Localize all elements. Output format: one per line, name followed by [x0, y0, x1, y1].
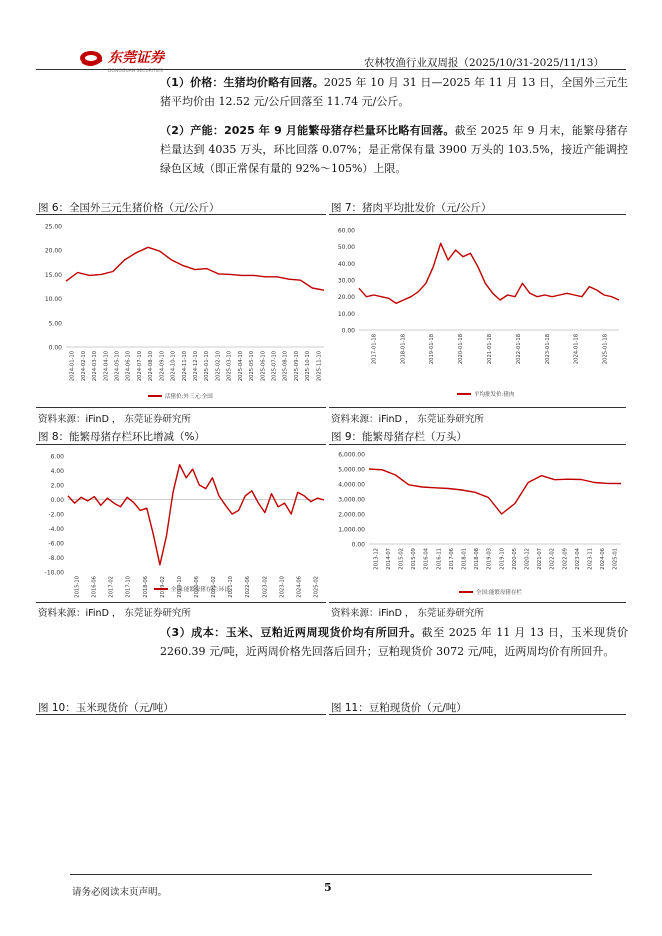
x-tick-label: 2022-09	[562, 548, 569, 570]
x-tick-label: 2023-11	[587, 548, 594, 570]
series-line	[359, 243, 619, 303]
fig9-divider	[329, 444, 626, 445]
y-tick-label: -2.00	[48, 511, 64, 519]
legend-label: 活猪价:外三元:全国	[165, 394, 213, 400]
fig8-source: 资料来源：iFinD ， 东莞证券研究所	[38, 608, 191, 619]
x-tick-label: 2016-04	[423, 548, 430, 570]
y-tick-label: 5.00	[48, 320, 62, 328]
header-divider	[36, 69, 626, 70]
x-tick-label: 2013-12	[373, 548, 380, 570]
x-tick-label: 2024-01-10	[69, 351, 76, 382]
fig6-source: 资料来源：iFinD ， 东莞证券研究所	[38, 414, 191, 425]
footer-disclaimer: 请务必阅读末页声明。	[72, 887, 168, 898]
y-tick-label: 25.00	[44, 223, 62, 231]
x-tick-label: 2023-04	[574, 548, 581, 570]
x-tick-label: 2020-06	[194, 576, 200, 598]
y-tick-label: 30.00	[337, 277, 355, 285]
x-tick-label: 2020-12	[524, 548, 531, 570]
x-tick-label: 2015-02	[398, 548, 405, 570]
fig8-bottom-divider	[36, 602, 326, 603]
x-tick-label: 2025-08-10	[282, 351, 289, 382]
x-tick-label: 2021-01-18	[487, 334, 493, 365]
y-tick-label: 20.00	[44, 247, 62, 255]
fig10-title: 图 10：玉米现货价（元/吨）	[38, 702, 174, 714]
x-tick-label: 2024-07-10	[136, 351, 143, 382]
x-tick-label: 2019-10	[499, 548, 506, 570]
y-tick-label: 0.00	[351, 541, 365, 549]
x-tick-label: 2025-05-10	[249, 351, 256, 382]
x-tick-label: 2024-04-10	[103, 351, 110, 382]
x-tick-label: 2025-02-10	[215, 351, 222, 382]
x-tick-label: 2020-01-18	[458, 334, 465, 365]
x-tick-label: 2021-02	[211, 576, 218, 598]
x-tick-label: 2025-10-10	[305, 351, 312, 382]
series-line	[68, 465, 324, 565]
x-tick-label: 2025-07-10	[271, 351, 278, 382]
y-tick-label: -8.00	[48, 555, 64, 562]
y-tick-label: 40.00	[337, 260, 355, 268]
x-tick-label: 2024-06	[296, 576, 303, 598]
y-tick-label: 3,000.00	[338, 496, 365, 504]
x-tick-label: 2014-07	[385, 548, 392, 570]
x-tick-label: 2021-10	[228, 576, 235, 598]
x-tick-label: 2016-11	[436, 548, 443, 570]
x-tick-label: 2024-11-10	[181, 351, 188, 382]
fig7-divider	[329, 214, 626, 215]
paragraph-price: （1）价格：生猪均价略有回落。2025 年 10 月 31 日—2025 年 11 月 13 日，全国外三元生猪平均价由 12.52 元/公斤回落至 11.74 元/公斤。	[160, 76, 628, 108]
x-tick-label: 2025-04-10	[237, 351, 244, 382]
x-tick-label: 2024-12-10	[193, 351, 199, 382]
x-tick-label: 2025-02	[313, 576, 320, 598]
fig8-divider	[36, 444, 326, 445]
y-tick-label: 0.00	[50, 497, 64, 504]
fig10-divider	[36, 714, 326, 715]
fig7-chart	[329, 216, 626, 406]
fig7-source: 资料来源：iFinD ， 东莞证券研究所	[331, 414, 484, 425]
footer-divider	[70, 874, 592, 875]
x-tick-label: 2015-10	[74, 576, 81, 598]
x-tick-label: 2025-01-18	[602, 334, 609, 365]
x-tick-label: 2018-08	[474, 548, 481, 570]
x-tick-label: 2017-10	[125, 576, 132, 598]
x-tick-label: 2024-05-10	[114, 351, 121, 382]
paragraph-cost: （3）成本：玉米、豆粕近两周现货价均有所回升。截至 2025 年 11 月 13 日，玉米现货价 2260.39 元/吨，近两周价格先回落后回升；豆粕现货价 3072 元/吨，近两周均价有所回升。	[160, 626, 628, 658]
x-tick-label: 2022-06	[245, 576, 252, 598]
x-tick-label: 2022-01-18	[515, 334, 522, 365]
logo-subtext: DONGGUAN SECURITIES	[108, 69, 163, 74]
series-line	[66, 247, 324, 290]
y-tick-label: 10.00	[44, 296, 62, 304]
y-tick-label: 15.00	[44, 271, 62, 279]
y-tick-label: 1,000.00	[338, 526, 365, 534]
x-tick-label: 2019-10	[176, 576, 183, 598]
y-tick-label: -4.00	[48, 526, 64, 533]
y-tick-label: 60.00	[337, 227, 355, 235]
y-tick-label: 50.00	[337, 244, 355, 252]
fig6-title: 图 6：全国外三元生猪价格（元/公斤）	[38, 202, 220, 214]
x-tick-label: 2025-01-10	[204, 351, 211, 382]
fig7-title: 图 7：猪肉平均批发价（元/公斤）	[331, 202, 492, 214]
fig8-chart	[36, 446, 326, 602]
x-tick-label: 2024-02-10	[80, 351, 87, 382]
y-tick-label: 6,000.00	[338, 451, 365, 459]
x-tick-label: 2015-09	[411, 548, 418, 570]
y-tick-label: 0.00	[341, 327, 355, 335]
fig9-bottom-divider	[329, 602, 626, 603]
series-line	[369, 469, 621, 514]
x-tick-label: 2025-06-10	[260, 351, 267, 382]
x-tick-label: 2024-06-10	[125, 351, 132, 382]
legend-label: 平均批发价:猪肉	[474, 392, 515, 398]
x-tick-label: 2016-06	[91, 576, 98, 598]
x-tick-label: 2024-09-10	[159, 351, 166, 382]
fig9-title: 图 9：能繁母猪存栏（万头）	[331, 431, 468, 443]
x-tick-label: 2019-02	[159, 576, 166, 598]
x-tick-label: 2017-02	[108, 576, 115, 598]
paragraph-capacity: （2）产能：2025 年 9 月能繁母猪存栏量环比略有回落。截至 2025 年 9 月末，能繁母猪存栏量达到 4035 万头，环比回落 0.07%；是正常保有量 3900 万头的 103.5%，接近产能调控绿色区域（即正常保有量的 92%～105%）上限。	[160, 124, 628, 175]
y-tick-label: -10.00	[44, 569, 64, 577]
y-tick-label: 20.00	[337, 294, 355, 302]
fig11-title: 图 11：豆粕现货价（元/吨）	[331, 702, 467, 714]
fig9-chart	[329, 446, 626, 602]
page-number: 5	[324, 881, 332, 894]
fig7-bottom-divider	[329, 407, 626, 408]
y-tick-label: 4.00	[50, 468, 64, 475]
fig6-chart	[36, 216, 326, 406]
fig8-title: 图 8：能繁母猪存栏环比增减（%）	[38, 431, 205, 443]
x-tick-label: 2024-01-18	[573, 334, 580, 365]
y-tick-label: 4,000.00	[338, 481, 365, 489]
x-tick-label: 2018-01	[461, 548, 468, 570]
fig6-divider	[36, 214, 326, 215]
x-tick-label: 2021-07	[537, 548, 544, 570]
x-tick-label: 2018-01-18	[400, 334, 407, 365]
y-tick-label: 2,000.00	[338, 511, 365, 519]
fig9-source: 资料来源：iFinD ， 东莞证券研究所	[331, 608, 484, 619]
legend-label: 全国:能繁母猪存栏:环比	[171, 587, 230, 593]
x-tick-label: 2025-03-10	[226, 351, 233, 382]
x-tick-label: 2017-01-18	[371, 334, 378, 365]
fig11-divider	[329, 714, 626, 715]
x-tick-label: 2024-10-10	[170, 351, 177, 382]
x-tick-label: 2019-01-18	[429, 334, 436, 365]
y-tick-label: 6.00	[50, 453, 64, 461]
x-tick-label: 2023-02	[262, 576, 269, 598]
y-tick-label: -6.00	[48, 540, 64, 548]
x-tick-label: 2025-09-10	[293, 351, 300, 382]
x-tick-label: 2020-05	[511, 548, 518, 570]
y-tick-label: 0.00	[48, 344, 62, 352]
x-tick-label: 2022-02	[549, 548, 556, 570]
y-tick-label: 2.00	[50, 482, 64, 490]
logo-text: 东莞证券	[108, 50, 164, 66]
x-tick-label: 2019-03	[486, 548, 493, 570]
y-tick-label: 10.00	[337, 310, 355, 318]
x-tick-label: 2023-01-18	[544, 334, 551, 365]
fig6-bottom-divider	[36, 407, 326, 408]
x-tick-label: 2024-06	[600, 548, 607, 570]
x-tick-label: 2024-08-10	[148, 351, 155, 382]
y-tick-label: 5,000.00	[338, 466, 365, 474]
x-tick-label: 2017-06	[448, 548, 455, 570]
report-title: 农林牧渔行业双周报（2025/10/31-2025/11/13）	[363, 57, 604, 69]
x-tick-label: 2023-10	[279, 576, 286, 598]
x-tick-label: 2025-11-10	[316, 351, 323, 382]
x-tick-label: 2024-03-10	[92, 351, 99, 382]
legend-label: 全国:能繁母猪存栏	[476, 590, 522, 596]
x-tick-label: 2025-01	[612, 548, 619, 570]
x-tick-label: 2018-06	[142, 576, 149, 598]
